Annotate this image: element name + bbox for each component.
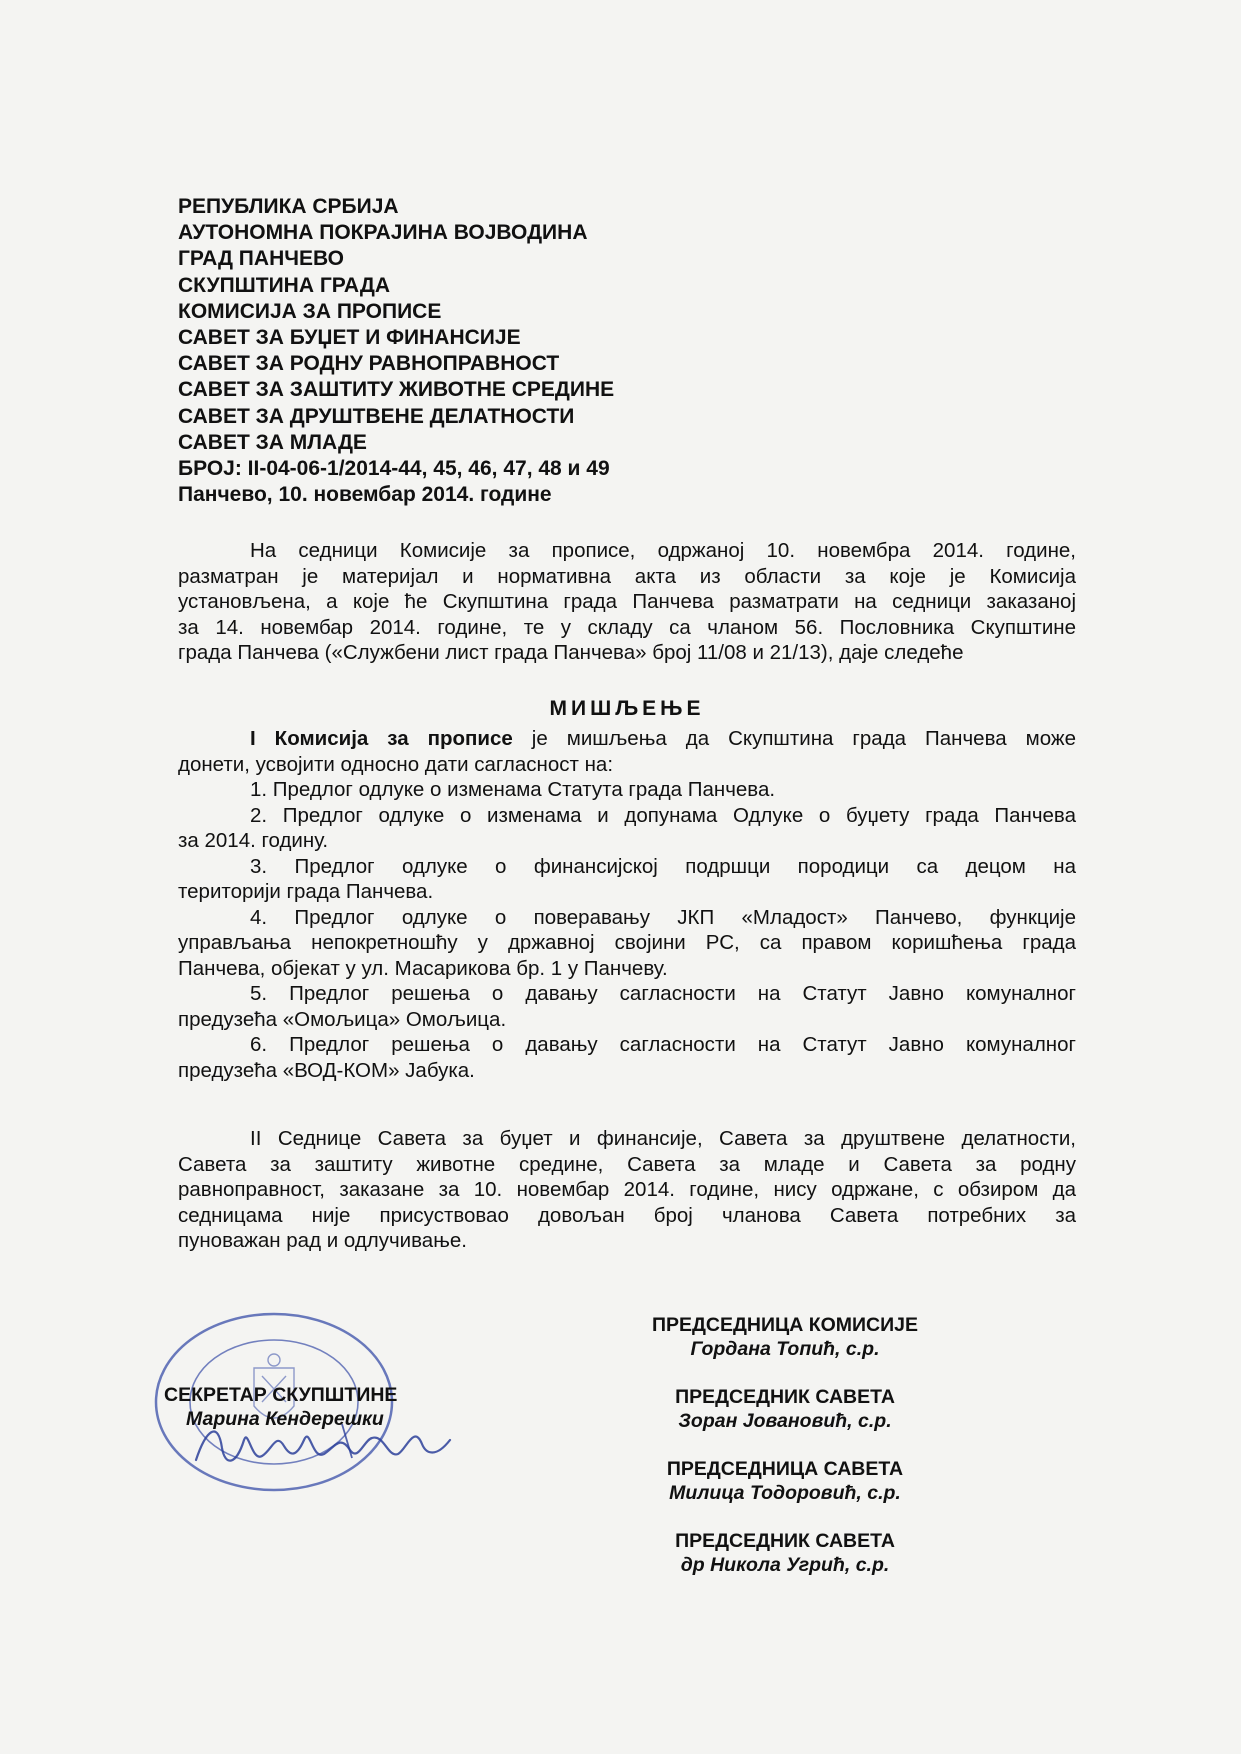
commission-chair-name: Гордана Топић, с.р. (690, 1338, 880, 1360)
section-two-line: II Седнице Савета за буџет и финансије, Савета за друштвене делатности, (250, 1127, 1076, 1150)
intro-line: за 14. новембар 2014. године, те у складу са чланом 56. Пословника Скупштине (178, 615, 1076, 639)
list-item-cont: за 2014. годину. (178, 829, 329, 852)
council-chair-2-signature-block (630, 1457, 940, 1505)
list-item-cont: територији града Панчева. (178, 880, 434, 903)
council-chair-1-signature-block (630, 1385, 940, 1433)
secretary-name: Марина Кендерешки (186, 1408, 384, 1430)
list-item: 4. Предлог одлуке о поверавању ЈКП «Младост» Панчево, функције (250, 905, 1076, 929)
list-item-cont: предузећа «Омољица» Омољица. (178, 1007, 507, 1031)
list-item-cont: предузећа «ВОД-КОМ» Јабука. (178, 1058, 475, 1082)
opinion-lead-bold: I Комисија за прописе (250, 727, 513, 750)
header-line: САВЕТ ЗА РОДНУ РАВНОПРАВНОСТ (178, 352, 560, 376)
header-line: РЕПУБЛИКА СРБИЈА (178, 195, 399, 218)
header-line: ГРАД ПАНЧЕВО (178, 247, 344, 271)
intro-line: На седници Комисије за прописе, одржаној 10. новембра 2014. године, (250, 539, 1076, 562)
header-line: САВЕТ ЗА ЗАШТИТУ ЖИВОТНЕ СРЕДИНЕ (178, 378, 615, 402)
section-two-line: пуноважан рад и одлучивање. (178, 1229, 467, 1252)
header-line: САВЕТ ЗА МЛАДЕ (178, 430, 367, 454)
opinion-title: МИШЉЕЊЕ (549, 697, 705, 720)
secretary-signature-block (164, 1383, 434, 1431)
document-date: Панчево, 10. новембар 2014. године (178, 483, 552, 507)
council-chair-3-role: ПРЕДСЕДНИК САВЕТА (675, 1530, 895, 1552)
council-chair-1-role: ПРЕДСЕДНИК САВЕТА (675, 1386, 895, 1408)
secretary-role: СЕКРЕТАР СКУПШТИНЕ (164, 1384, 398, 1406)
opinion-lead-line2: донети, усвојити односно дати сагласност на: (178, 752, 614, 776)
intro-line: града Панчева («Службени лист града Панчева» број 11/08 и 21/13), даје следеће (178, 641, 964, 664)
intro-line: разматран је материјал и нормативна акта из области за које је Комисија (178, 564, 1076, 588)
list-item: 3. Предлог одлуке о финансијској подршци породици са децом на (250, 854, 1076, 878)
list-item: 6. Предлог решења о давању сагласности на Статут Јавно комуналног (250, 1033, 1076, 1056)
council-chair-3-signature-block (630, 1529, 940, 1577)
list-item: 5. Предлог решења о давању сагласности на Статут Јавно комуналног (250, 982, 1076, 1005)
list-item-cont: управљања непокретношћу у државној својини РС, са правом коришћења града (178, 931, 1076, 954)
council-chair-2-role: ПРЕДСЕДНИЦА САВЕТА (666, 1458, 904, 1480)
commission-chair-role: ПРЕДСЕДНИЦА КОМИСИЈЕ (651, 1314, 919, 1336)
council-chair-1-name: Зоран Јовановић, с.р. (678, 1410, 892, 1432)
council-chair-2-name: Милица Тодоровић, с.р. (669, 1482, 901, 1504)
commission-chair-signature-block (630, 1313, 940, 1361)
header-line: СКУПШТИНА ГРАДА (178, 273, 390, 297)
list-item: 1. Предлог одлуке о изменама Статута града Панчева. (250, 778, 776, 801)
intro-paragraph (178, 538, 1076, 666)
document-number: БРОЈ: II-04-06-1/2014-44, 45, 46, 47, 48 и 49 (178, 457, 610, 481)
section-two-line: седницама није присуствовао довољан број чланова Савета потребних за (178, 1203, 1076, 1227)
opinion-lead-rest: је мишљења да Скупштина града Панчева може (512, 727, 1077, 750)
opinion-lead (178, 726, 1076, 752)
section-two-line: равноправност, заказане за 10. новембар 2014. године, нису одржане, с обзиром да (178, 1178, 1076, 1201)
header-line: САВЕТ ЗА ДРУШТВЕНЕ ДЕЛАТНОСТИ (178, 404, 575, 428)
section-two-paragraph (178, 1126, 1076, 1254)
header-line: АУТОНОМНА ПОКРАЈИНА ВОЈВОДИНА (178, 221, 588, 245)
list-item-cont: Панчева, објекат у ул. Масарикова бр. 1 у Панчеву. (178, 956, 668, 980)
opinion-section (178, 726, 1076, 1083)
document-header (178, 194, 614, 508)
council-chair-3-name: др Никола Угрић, с.р. (680, 1554, 890, 1576)
list-item: 2. Предлог одлуке о изменама и допунама Одлуке о буџету града Панчева (250, 803, 1076, 827)
header-line: КОМИСИЈА ЗА ПРОПИСЕ (178, 299, 442, 323)
section-two-line: Савета за заштиту животне средине, Савета за младе и Савета за родну (178, 1152, 1076, 1176)
intro-line: установљена, а које ће Скупштина града Панчева разматрати на седници заказаној (178, 590, 1076, 613)
header-line: САВЕТ ЗА БУЏЕТ И ФИНАНСИЈЕ (178, 326, 521, 350)
